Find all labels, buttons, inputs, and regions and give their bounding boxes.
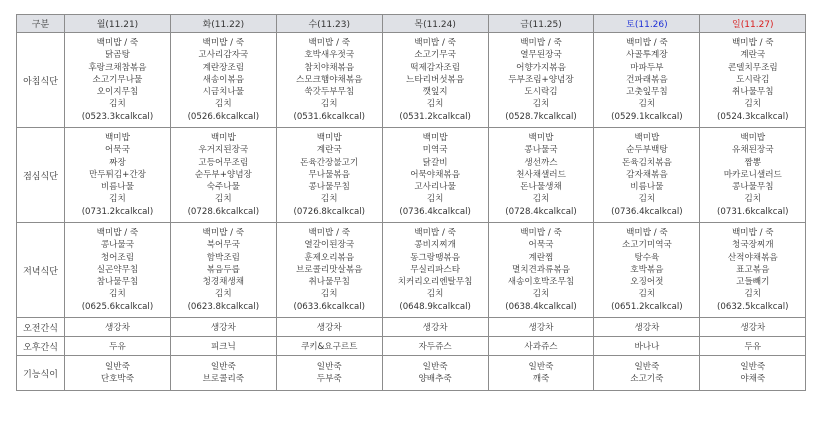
menu-cell [594, 223, 700, 318]
menu-item: 김치 [638, 289, 656, 300]
menu-cell [700, 356, 806, 391]
menu-item: 청경채생채 [202, 277, 245, 288]
menu-item: 계란국 [316, 145, 342, 156]
menu-item: 일반죽 [634, 361, 660, 372]
menu-item: 김치 [109, 194, 126, 205]
menu-cell [276, 337, 382, 356]
menu-item: 만두튀김+간장 [88, 169, 146, 180]
menu-item: 돈육간장불고기 [300, 157, 359, 168]
menu-item: 돈나물생채 [520, 182, 562, 193]
menu-item: 두유 [109, 342, 126, 352]
day-header: 월(11.21) [65, 15, 171, 33]
menu-item: 시금치나물 [202, 87, 245, 98]
menu-item: (0728.6kcalkcal) [187, 206, 260, 217]
day-header: 수(11.23) [276, 15, 382, 33]
menu-item: (0638.4kcalkcal) [505, 301, 577, 312]
menu-item: 백미밥 [740, 132, 766, 143]
menu-item: 어묵국 [104, 145, 130, 156]
menu-item: 쑥갓두부무침 [304, 87, 355, 98]
menu-item: 볶음두릅 [206, 264, 240, 275]
menu-item: 김치 [638, 194, 656, 205]
menu-cell [594, 356, 700, 391]
menu-item: 치커리오리엔탈무침 [397, 277, 473, 288]
menu-item: 소고기미역국 [621, 240, 672, 251]
menu-item: 백미밥 / 죽 [308, 227, 351, 238]
menu-item: 백미밥 [210, 132, 236, 143]
menu-item: 백미밥 / 죽 [414, 37, 456, 48]
menu-item: 새송이호박조무침 [507, 277, 575, 288]
menu-cell [276, 223, 382, 318]
menu-item: 비름나물 [100, 182, 135, 193]
menu-item: 떡제감자조림 [410, 62, 461, 73]
menu-item: 짬뽕 [744, 157, 762, 168]
dinner-row [17, 223, 806, 318]
menu-item: 닭갈비 [422, 157, 448, 168]
menu-item: (0632.5kcalkcal) [717, 301, 789, 312]
menu-item: 김치 [320, 194, 338, 205]
menu-item: 일반죽 [210, 361, 236, 372]
menu-item: 고사리감자국 [198, 50, 249, 61]
menu-item: 백미밥 / 죽 [414, 227, 456, 238]
menu-item: 순두부백탕 [626, 145, 668, 156]
menu-item: 백미밥 / 죽 [202, 37, 245, 48]
menu-cell [594, 337, 700, 356]
menu-cell [65, 318, 171, 337]
menu-item: 후랑크채참볶음 [88, 62, 147, 73]
menu-item: (0623.8kcalkcal) [187, 301, 260, 312]
menu-cell [488, 128, 594, 223]
menu-item: 소고기죽 [630, 374, 664, 384]
menu-item: 생강차 [210, 323, 236, 333]
morning-snack-row [17, 318, 806, 337]
menu-item: 도시락김 [524, 87, 558, 98]
menu-cell [700, 223, 806, 318]
menu-item: 콩나물국 [524, 145, 558, 156]
menu-item: 새송이볶음 [202, 74, 245, 85]
menu-item: (0529.1kcalkcal) [611, 111, 683, 122]
menu-item: 깨죽 [532, 374, 550, 384]
menu-item: 마파두부 [630, 62, 664, 73]
menu-item: 백미밥 / 죽 [732, 227, 774, 238]
menu-cell [382, 223, 488, 318]
day-header: 금(11.25) [488, 15, 594, 33]
menu-item: (0524.3kcalkcal) [717, 111, 789, 122]
header-label: 구분 [17, 15, 65, 33]
menu-item: 느타리버섯볶음 [406, 74, 465, 85]
menu-item: 김치 [426, 289, 444, 300]
menu-item: 바나나 [634, 342, 660, 352]
menu-cell [65, 33, 171, 128]
special-diet-row [17, 356, 806, 391]
row-label: 아침식단 [17, 33, 65, 128]
menu-item: 감자채볶음 [626, 169, 668, 180]
menu-item: 양배추죽 [418, 374, 452, 384]
menu-item: 오징어젓 [630, 277, 664, 288]
menu-item: 순두부+양념장 [194, 169, 252, 180]
menu-item: 백미밥 / 죽 [520, 227, 562, 238]
menu-item: 생강차 [422, 323, 448, 333]
menu-item: (0531.2kcalkcal) [399, 111, 471, 122]
menu-item: 천사채샐러드 [516, 169, 566, 180]
menu-item: (0526.6kcalkcal) [187, 111, 260, 122]
menu-item: 도시락김 [736, 74, 770, 85]
menu-cell [65, 223, 171, 318]
menu-item: 고사리나물 [414, 182, 456, 193]
menu-cell [700, 128, 806, 223]
menu-cell [594, 128, 700, 223]
menu-item: (0731.6kcalkcal) [717, 206, 789, 217]
menu-item: 김치 [320, 289, 338, 300]
menu-item: 숙주나물 [206, 182, 240, 193]
menu-item: 소고기무나물 [92, 74, 143, 85]
menu-item: 무나물볶음 [308, 169, 350, 180]
menu-cell [594, 318, 700, 337]
menu-item: 김치 [215, 99, 232, 110]
menu-item: 백미밥 [634, 132, 660, 143]
menu-cell [170, 356, 276, 391]
menu-item: (0531.6kcalkcal) [293, 111, 365, 122]
menu-cell [382, 318, 488, 337]
menu-cell [488, 356, 594, 391]
menu-item: 백미밥 / 죽 [626, 37, 668, 48]
menu-item: 고춧잎무침 [626, 87, 668, 98]
menu-cell [488, 337, 594, 356]
menu-item: 멸치견과류볶음 [511, 264, 571, 275]
day-header: 목(11.24) [382, 15, 488, 33]
menu-item: 콩나물국 [100, 240, 135, 251]
menu-item: 생강차 [104, 323, 130, 333]
menu-cell [170, 318, 276, 337]
menu-item: (0726.8kcalkcal) [293, 206, 365, 217]
header-row [17, 15, 806, 33]
menu-item: 김치 [532, 289, 550, 300]
menu-item: 백미밥 / 죽 [732, 37, 774, 48]
row-label: 기능식이 [17, 356, 65, 391]
menu-item: (0625.6kcalkcal) [81, 301, 154, 312]
menu-item: 짜장 [109, 157, 126, 168]
menu-item: (0731.2kcalkcal) [81, 206, 154, 217]
menu-item: 브로콜리죽 [202, 374, 245, 384]
menu-item: 계란찜 [528, 252, 554, 263]
menu-item: 콩나물무침 [308, 182, 350, 193]
menu-item: 어묵국 [528, 240, 554, 251]
menu-item: 사과쥬스 [524, 342, 558, 352]
menu-cell [700, 33, 806, 128]
menu-item: 쿠키&요구르트 [300, 342, 358, 352]
menu-cell [170, 337, 276, 356]
menu-item: 훈제오리볶음 [304, 252, 355, 263]
menu-item: 김치 [744, 289, 762, 300]
menu-item: 백미밥 / 죽 [202, 227, 245, 238]
menu-item: 건파래볶음 [626, 74, 668, 85]
menu-cell [170, 33, 276, 128]
menu-item: 백미밥 / 죽 [520, 37, 562, 48]
menu-item: 백미밥 [422, 132, 448, 143]
menu-cell [382, 128, 488, 223]
menu-item: 우거지된장국 [198, 145, 249, 156]
menu-item: (0633.6kcalkcal) [293, 301, 365, 312]
menu-item: 백미밥 [528, 132, 554, 143]
weekly-meal-table [16, 14, 806, 391]
menu-item: (0736.4kcalkcal) [611, 206, 683, 217]
menu-item: 두부죽 [316, 374, 342, 384]
menu-item: 두부조림+양념장 [508, 74, 574, 85]
day-header: 일(11.27) [700, 15, 806, 33]
day-header: 토(11.26) [594, 15, 700, 33]
menu-cell [65, 337, 171, 356]
menu-item: 김치 [109, 99, 126, 110]
lunch-row [17, 128, 806, 223]
menu-item: 어묵야채볶음 [410, 169, 461, 180]
menu-cell [700, 337, 806, 356]
menu-item: 일반죽 [528, 361, 554, 372]
menu-item: 일반죽 [104, 361, 130, 372]
menu-cell [65, 356, 171, 391]
menu-item: 북어무국 [206, 240, 240, 251]
menu-item: 함박조림 [206, 252, 240, 263]
menu-item: 콩비지찌개 [414, 240, 456, 251]
menu-item: 스모크햄야채볶음 [296, 74, 363, 85]
menu-item: 생강차 [528, 323, 554, 333]
menu-item: 실곤약무침 [96, 264, 139, 275]
menu-item: 표고볶음 [736, 264, 770, 275]
menu-cell [700, 318, 806, 337]
menu-item: 생강차 [316, 323, 342, 333]
menu-item: 백미밥 [104, 132, 130, 143]
menu-item: 김치 [744, 99, 762, 110]
menu-cell [488, 318, 594, 337]
menu-item: (0728.4kcalkcal) [505, 206, 577, 217]
menu-item: 김치 [532, 99, 550, 110]
menu-item: 콩나물무침 [732, 182, 774, 193]
menu-item: (0523.3kcalkcal) [81, 111, 154, 122]
menu-item: 김치 [215, 194, 232, 205]
menu-item: (0651.2kcalkcal) [611, 301, 683, 312]
menu-cell [170, 128, 276, 223]
menu-item: 백미밥 / 죽 [308, 37, 351, 48]
row-label: 점심식단 [17, 128, 65, 223]
menu-item: 소고기무국 [414, 50, 456, 61]
menu-cell [276, 33, 382, 128]
menu-item: 청국장찌개 [732, 240, 774, 251]
meal-plan-container [16, 14, 806, 391]
menu-cell [488, 223, 594, 318]
menu-item: 호박새우젓국 [304, 50, 355, 61]
menu-item: 산적야채볶음 [727, 252, 778, 263]
afternoon-snack-row [17, 337, 806, 356]
menu-item: 김치 [426, 99, 444, 110]
menu-item: 야채죽 [740, 374, 766, 384]
menu-cell [170, 223, 276, 318]
menu-item: 백미밥 / 죽 [626, 227, 668, 238]
menu-item: 일반죽 [740, 361, 766, 372]
menu-item: 고등어무조림 [198, 157, 249, 168]
menu-item: 무실리파스타 [410, 264, 461, 275]
menu-item: 미역국 [422, 145, 448, 156]
menu-item: 일반죽 [316, 361, 342, 372]
menu-item: 오이지무침 [96, 87, 139, 98]
row-label: 오전간식 [17, 318, 65, 337]
menu-item: 동그랑땡볶음 [410, 252, 461, 263]
menu-item: 고들빼기 [736, 277, 770, 288]
menu-item: 생선까스 [524, 157, 558, 168]
menu-item: 콘델치무조림 [727, 62, 778, 73]
menu-item: (0648.9kcalkcal) [399, 301, 471, 312]
menu-item: (0736.4kcalkcal) [399, 206, 471, 217]
menu-item: 취나물무침 [308, 277, 350, 288]
menu-item: 유채된장국 [732, 145, 774, 156]
menu-item: 참나물무침 [96, 277, 139, 288]
menu-item: 김치 [744, 194, 762, 205]
menu-item: 어향가지볶음 [516, 62, 566, 73]
menu-item: 계란국 [740, 50, 766, 61]
menu-item: 계란장조림 [202, 62, 245, 73]
menu-item: 일반죽 [422, 361, 448, 372]
menu-item: 청어조림 [100, 252, 135, 263]
meal-table-body [17, 33, 806, 391]
menu-item: 참치야채볶음 [304, 62, 355, 73]
menu-item: 두유 [744, 342, 762, 352]
menu-item: 생강차 [740, 323, 766, 333]
menu-cell [65, 128, 171, 223]
menu-cell [382, 33, 488, 128]
menu-item: 깻잎지 [422, 87, 448, 98]
menu-item: 단호박죽 [100, 374, 135, 384]
menu-item: 마카로니샐러드 [723, 169, 782, 180]
menu-cell [382, 337, 488, 356]
menu-item: 열갈이된장국 [304, 240, 355, 251]
menu-item: 생강차 [634, 323, 660, 333]
menu-item: 탕수육 [634, 252, 660, 263]
menu-item: (0528.7kcalkcal) [505, 111, 577, 122]
menu-item: 김치 [109, 289, 126, 300]
menu-item: 호박볶음 [630, 264, 664, 275]
menu-item: 자두쥬스 [418, 342, 452, 352]
menu-item: 백미밥 / 죽 [96, 37, 139, 48]
row-label: 저녁식단 [17, 223, 65, 318]
menu-cell [276, 128, 382, 223]
menu-item: 사골투계장 [626, 50, 668, 61]
breakfast-row [17, 33, 806, 128]
menu-item: 김치 [320, 99, 338, 110]
menu-cell [488, 33, 594, 128]
menu-cell [276, 356, 382, 391]
menu-item: 김치 [215, 289, 232, 300]
menu-item: 비름나물 [630, 182, 664, 193]
menu-item: 피크닉 [210, 342, 236, 352]
menu-item: 돈육김치볶음 [621, 157, 672, 168]
menu-cell [276, 318, 382, 337]
row-label: 오후간식 [17, 337, 65, 356]
menu-item: 김치 [532, 194, 550, 205]
menu-item: 백미밥 [316, 132, 342, 143]
menu-item: 백미밥 / 죽 [96, 227, 139, 238]
day-header: 화(11.22) [170, 15, 276, 33]
menu-cell [382, 356, 488, 391]
menu-item: 취나물무침 [732, 87, 774, 98]
menu-cell [594, 33, 700, 128]
menu-item: 닭곰탕 [104, 50, 130, 61]
menu-item: 김치 [426, 194, 444, 205]
menu-item: 열무된장국 [520, 50, 562, 61]
menu-item: 김치 [638, 99, 656, 110]
menu-item: 브로콜리맛살볶음 [296, 264, 363, 275]
